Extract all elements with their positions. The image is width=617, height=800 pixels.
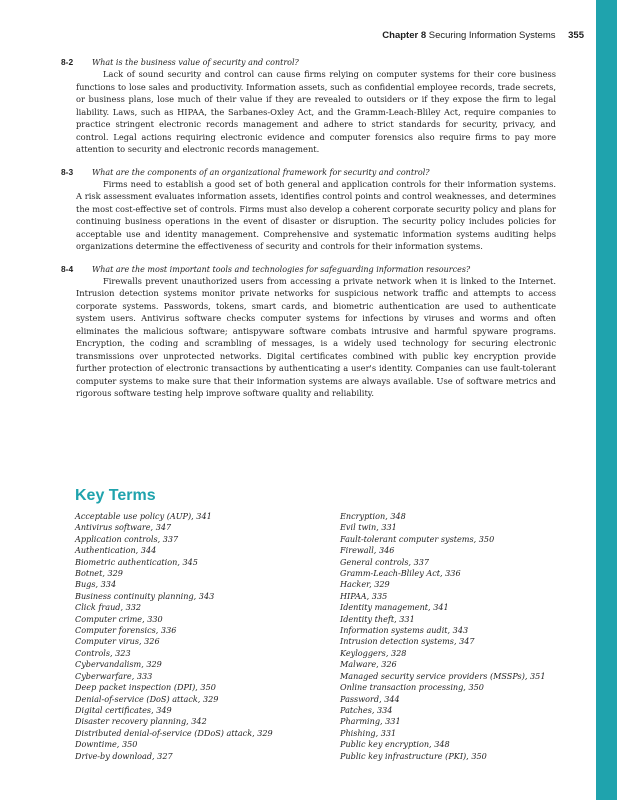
question-number: 8-4 — [61, 263, 74, 274]
key-term: Deep packet inspection (DPI), 350 — [75, 682, 216, 693]
key-term: Keyloggers, 328 — [340, 647, 407, 658]
summary-section — [61, 57, 556, 156]
running-head — [382, 30, 584, 41]
key-term: Antivirus software, 347 — [75, 522, 172, 533]
key-term: Hacker, 329 — [340, 579, 390, 590]
key-term: Drive-by download, 327 — [75, 750, 173, 761]
key-term: Computer crime, 330 — [75, 613, 163, 624]
answer-paragraph: Firms need to establish a good set of both general and application controls for their information systems. A risk assessment evaluates information assets, identifies control points and control weaknesses, and determines the most cost-effective set of controls. Firms must also develop a coherent corporate security policy and plans for continuing business operations in the event of disaster or disruption. The security policy includes policies for acceptable use and identity management. Comprehensive and systematic information systems auditing helps organizations determine the effectiveness of security and controls for their information systems. — [76, 178, 556, 251]
key-term: Acceptable use policy (AUP), 341 — [75, 511, 212, 521]
key-term: Application controls, 337 — [75, 533, 179, 544]
key-term: Password, 344 — [340, 693, 400, 704]
key-term: HIPAA, 335 — [340, 590, 388, 601]
key-term: Phishing, 331 — [340, 727, 397, 738]
key-term: Fault-tolerant computer systems, 350 — [340, 533, 495, 544]
key-term: Distributed denial-of-service (DDoS) attack, 329 — [75, 727, 273, 738]
page-number: 355 — [568, 30, 584, 41]
key-term: Disaster recovery planning, 342 — [75, 716, 207, 727]
key-term: Authentication, 344 — [75, 545, 157, 556]
answer-paragraph: Firewalls prevent unauthorized users from accessing a private network when it is linked to the Internet. Intrusion detection systems monitor private networks for suspicious network traffic and attempts to access corporate systems. Passwords, tokens, smart cards, and biometric authentication are used to authenticate system users. Antivirus software checks computer systems for infections by viruses and worms and often eliminates the malicious software; antispyware software combats intrusive and harmful spyware programs. Encryption, the coding and scrambling of messages, is a widely used technology for securing electronic transmissions over unprotected networks. Digital certificates combined with public key encryption provide further protection of electronic transactions by authenticating a user's identity. Companies can use fault-tolerant computer systems to make sure that their information systems are always available. Use of software metrics and rigorous software testing help improve software quality and reliability. — [76, 275, 556, 398]
summary-question — [61, 57, 556, 68]
key-term: General controls, 337 — [340, 556, 430, 567]
key-terms-left-column — [75, 511, 335, 762]
key-term: Online transaction processing, 350 — [340, 682, 484, 693]
key-term: Firewall, 346 — [340, 545, 395, 556]
chapter-label: Chapter 8 — [382, 30, 427, 41]
answer-paragraph: Lack of sound security and control can cause firms relying on computer systems for their core business functions to lose sales and productivity. Information assets, such as confidential employee records, trade secrets, or business plans, lose much of their value if they are revealed to outsiders or if they expose the firm to legal liability. Laws, such as HIPAA, the Sarbanes-Oxley Act, and the Gramm-Leach-Bliley Act, require companies to practice stringent electronic records management and adhere to strict standards for security, privacy, and control. Legal actions requiring electronic evidence and computer forensics also require firms to pay more attention to security and electronic records management. — [76, 69, 556, 154]
key-term: Pharming, 331 — [340, 716, 401, 727]
key-term: Gramm-Leach-Bliley Act, 336 — [340, 568, 461, 579]
question-text: What is the business value of security and control? — [92, 58, 299, 67]
key-term: Biometric authentication, 345 — [75, 556, 198, 567]
key-term: Bugs, 334 — [75, 579, 117, 590]
key-term: Malware, 326 — [340, 659, 397, 670]
key-term: Click fraud, 332 — [75, 602, 142, 613]
key-term: Managed security service providers (MSSPs), 351 — [340, 670, 546, 681]
key-terms-heading: Key Terms — [75, 487, 156, 504]
key-term: Identity management, 341 — [340, 602, 449, 613]
chapter-title: Securing Information Systems — [428, 30, 556, 41]
key-term: Public key encryption, 348 — [340, 739, 450, 750]
key-term: Computer virus, 326 — [75, 636, 160, 647]
chapter-summary — [61, 57, 556, 411]
key-term: Cyberwarfare, 333 — [75, 670, 153, 681]
key-term: Information systems audit, 343 — [340, 625, 469, 636]
key-term: Downtime, 350 — [75, 739, 138, 750]
key-term: Cybervandalism, 329 — [75, 659, 162, 670]
summary-section — [61, 263, 556, 400]
key-term: Computer forensics, 336 — [75, 625, 177, 636]
key-term: Encryption, 348 — [340, 511, 406, 521]
key-term: Intrusion detection systems, 347 — [340, 636, 475, 647]
key-term: Patches, 334 — [340, 704, 393, 715]
summary-question — [61, 166, 556, 178]
key-term: Denial-of-service (DoS) attack, 329 — [75, 693, 219, 704]
key-terms-right-column — [340, 511, 600, 762]
key-term: Botnet, 329 — [75, 568, 123, 579]
question-text: What are the most important tools and technologies for safeguarding information resources? — [92, 264, 471, 274]
summary-question — [61, 263, 556, 275]
key-term: Business continuity planning, 343 — [75, 590, 215, 601]
summary-section — [61, 166, 556, 253]
key-term: Public key infrastructure (PKI), 350 — [340, 750, 487, 761]
key-term: Evil twin, 331 — [340, 522, 397, 533]
key-term: Identity theft, 331 — [340, 613, 415, 624]
question-number: 8-3 — [61, 166, 74, 177]
question-number: 8-2 — [61, 57, 74, 67]
key-term: Digital certificates, 349 — [75, 704, 172, 715]
question-text: What are the components of an organizational framework for security and control? — [92, 167, 430, 177]
key-term: Controls, 323 — [75, 647, 131, 658]
